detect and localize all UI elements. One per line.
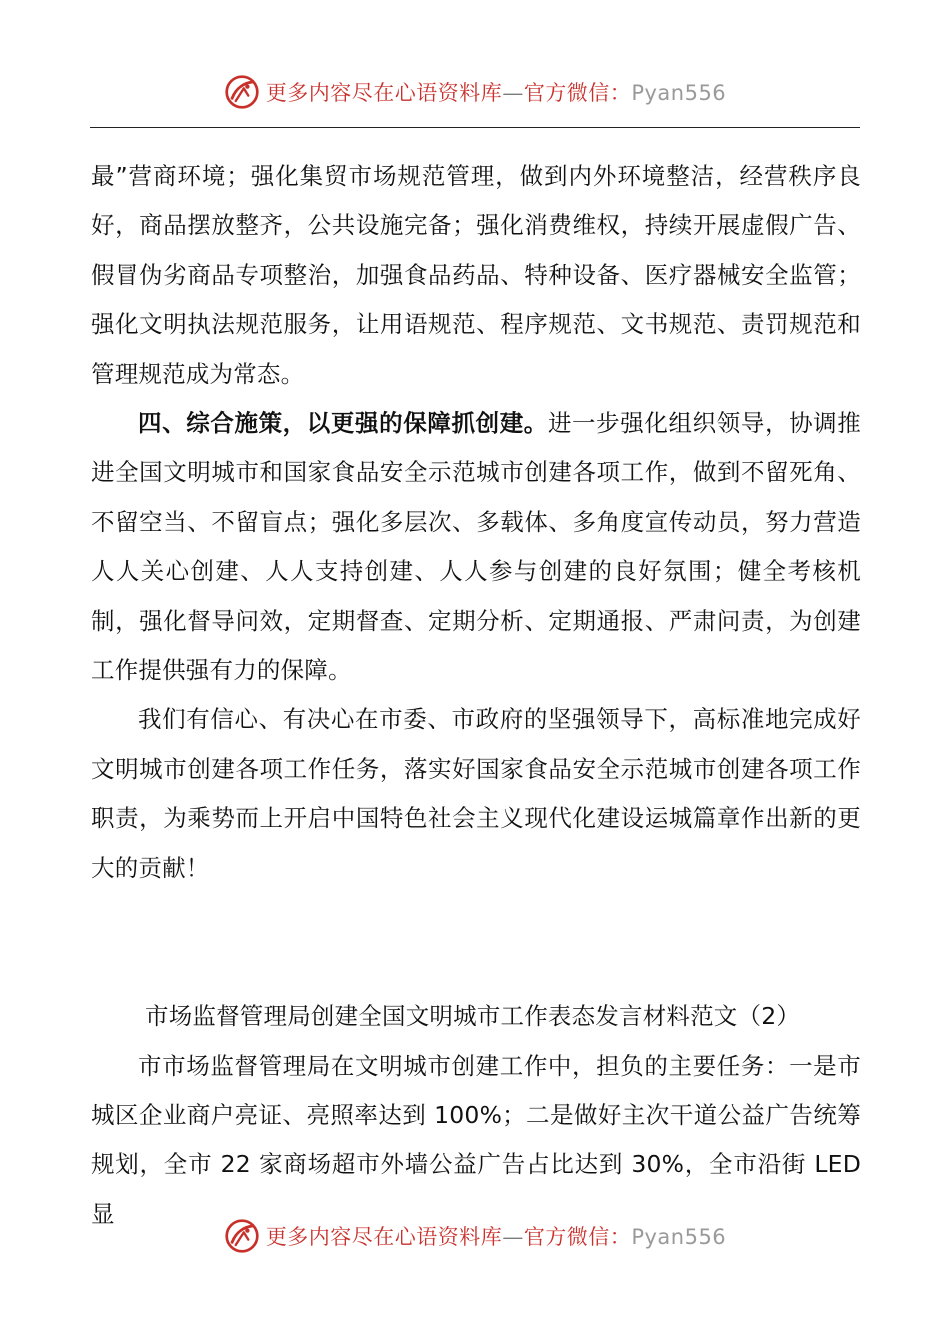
paragraph-2-heading: 四、综合施策，以更强的保障抓创建。	[138, 409, 548, 438]
footer-wechat-label: 官方微信：	[523, 1225, 632, 1249]
paragraph-1: 最”营商环境；强化集贸市场规范管理，做到内外环境整洁，经营秩序良好，商品摆放整齐，公共设施完备；强化消费维权，持续开展虚假广告、假冒伪劣商品专项整治，加强食品药品、特种设备、医疗器械安全监管；强化文明执法规范服务，让用语规范、程序规范、文书规范、责罚规范和管理规范成为常态。	[91, 162, 861, 388]
paragraph-2-text: 进一步强化组织领导，协调推进全国文明城市和国家食品安全示范城市创建各项工作，做到不留死角、不留空当、不留盲点；强化多层次、多载体、多角度宣传动员，努力营造人人关心创建、人人支持创建、人人参与创建的良好氛围；健全考核机制，强化督导问效，定期督查、定期分析、定期通报、严肃问责，为创建工作提供强有力的保障。	[91, 409, 861, 685]
header-banner	[0, 70, 950, 114]
paragraph-3: 我们有信心、有决心在市委、市政府的坚强领导下，高标准地完成好文明城市创建各项工作任务，落实好国家食品安全示范城市创建各项工作职责，为乘势而上开启中国特色社会主义现代化建设运城篇章作出新的更大的贡献！	[91, 705, 861, 882]
header-divider	[90, 127, 860, 128]
header-separator: —	[502, 81, 524, 105]
section-subtitle: 市场监督管理局创建全国文明城市工作表态发言材料范文（2）	[145, 1002, 801, 1031]
document-body	[91, 152, 861, 1239]
section-gap	[91, 893, 861, 992]
header-wechat-id: Pyan556	[631, 81, 727, 105]
paragraph-2	[91, 399, 861, 695]
header-wechat-label: 官方微信：	[523, 81, 632, 105]
footer-banner	[0, 1214, 950, 1258]
paragraph-4: 市市场监督管理局在文明城市创建工作中，担负的主要任务：一是市城区企业商户亮证、亮照率达到 100%；二是做好主次干道公益广告统筹规划，全市 22 家商场超市外墙公益广告占比达到 30%，全市沿街 LED 显	[91, 1051, 861, 1228]
red-seal-logo-icon	[224, 1218, 260, 1254]
header-text	[266, 77, 726, 107]
red-seal-logo-icon	[224, 74, 260, 110]
footer-text-main: 更多内容尽在心语资料库	[265, 1225, 503, 1249]
footer-separator: —	[502, 1225, 524, 1249]
header-text-main: 更多内容尽在心语资料库	[265, 81, 503, 105]
footer-text	[266, 1221, 726, 1251]
footer-wechat-id: Pyan556	[631, 1225, 727, 1249]
